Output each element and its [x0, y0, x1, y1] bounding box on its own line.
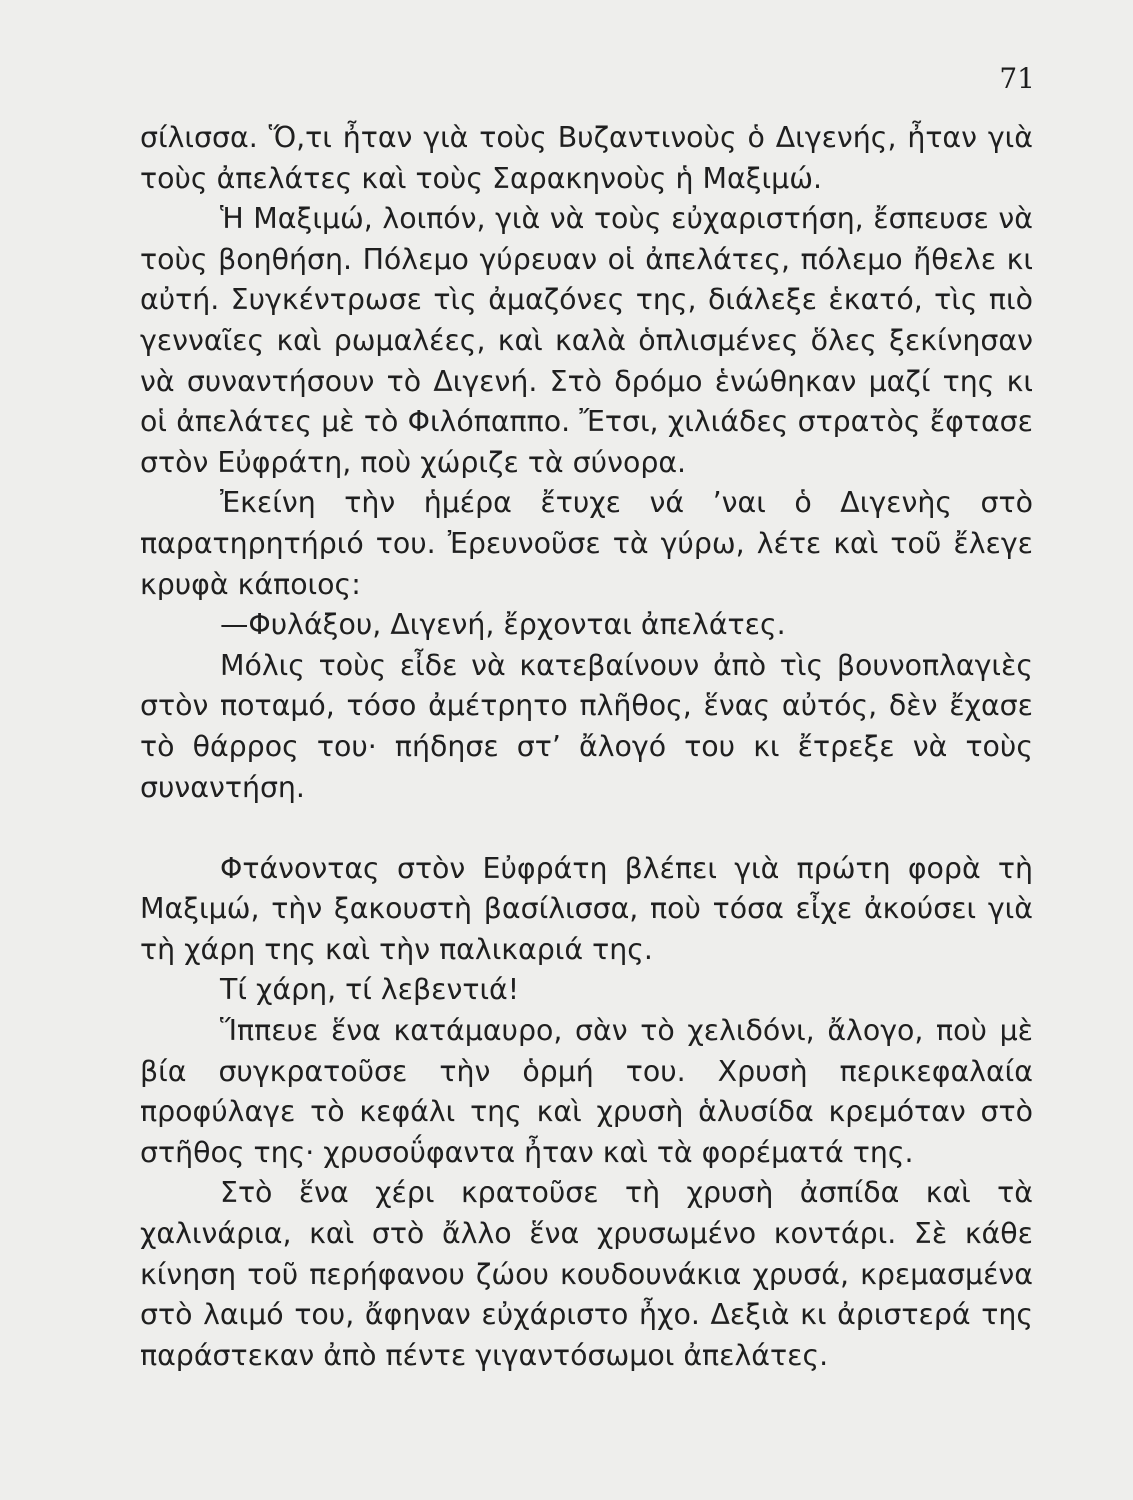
paragraph-gap [140, 808, 1033, 849]
paragraph-7: Τί χάρη, τί λεβεντιά! [220, 973, 520, 1007]
paragraph-9: Στὸ ἕνα χέρι κρατοῦσε τὴ χρυσὴ ἀσπίδα καὶ τὰ χαλινάρια, καὶ στὸ ἄλλο ἕνα χρυσωμένο κοντάρι. Σὲ κάθε κίνηση τοῦ περήφανου ζώου κουδουνάκια χρυσά, κρεμασμένα στὸ λαιμό του, ἄφηναν εὐχάριστο ἦχο. Δεξιὰ κι ἀριστερά της παράστεκαν ἀπὸ πέντε γιγαντόσωμοι ἀπελάτες. [140, 1176, 1033, 1372]
paragraph-3: Ἐκείνη τὴν ἡμέρα ἔτυχε νά ’ναι ὁ Διγενὴς στὸ παρατηρητήριό του. Ἐρευνοῦσε τὰ γύρω, λέτε καὶ τοῦ ἔλεγε κρυφὰ κάποιος: [140, 486, 1033, 601]
paragraph-4: —Φυλάξου, Διγενή, ἔρχονται ἀπελάτες. [220, 608, 786, 642]
body-text [140, 118, 1033, 1376]
paragraph-5: Μόλις τοὺς εἶδε νὰ κατεβαίνουν ἀπὸ τὶς βουνοπλαγιὲς στὸν ποταμό, τόσο ἀμέτρητο πλῆθος, ἕνας αὐτός, δὲν ἔχασε τὸ θάρρος του· πήδησε στ’ ἄλογό του κι ἔτρεξε νὰ τοὺς συναντήση. [140, 648, 1033, 804]
paragraph-8: Ἵππευε ἕνα κατάμαυρο, σὰν τὸ χελιδόνι, ἄλογο, ποὺ μὲ βία συγκρατοῦσε τὴν ὁρμή του. Χρυσὴ περικεφαλαία προφύλαγε τὸ κεφάλι της καὶ χρυσὴ ἁλυσίδα κρεμόταν στὸ στῆθος της· χρυσοΰφαντα ἦταν καὶ τὰ φορέματά της. [140, 1014, 1033, 1169]
paragraph-2: Ἡ Μαξιμώ, λοιπόν, γιὰ νὰ τοὺς εὐχαριστήση, ἔσπευσε νὰ τοὺς βοηθήση. Πόλεμο γύρευαν οἱ ἀπελάτες, πόλεμο ἤθελε κι αὐτή. Συγκέντρωσε τὶς ἀμαζόνες της, διάλεξε ἑκατό, τὶς πιὸ γενναῖες καὶ ρωμαλέες, καὶ καλὰ ὁπλισμένες ὅλες ξεκίνησαν νὰ συναντήσουν τὸ Διγενή. Στὸ δρόμο ἑνώθηκαν μαζί της κι οἱ ἀπελάτες μὲ τὸ Φιλόπαππο. Ἔτσι, χιλιάδες στρατὸς ἔφτασε στὸν Εὐφράτη, ποὺ χώριζε τὰ σύνορα. [140, 202, 1033, 479]
paragraph-1: σίλισσα. Ὅ,τι ἦταν γιὰ τοὺς Βυζαντινοὺς ὁ Διγενής, ἦταν γιὰ τοὺς ἀπελάτες καὶ τοὺς Σαρακηνοὺς ἡ Μαξιμώ. [140, 121, 1033, 195]
paragraph-6: Φτάνοντας στὸν Εὐφράτη βλέπει γιὰ πρώτη φορὰ τὴ Μαξιμώ, τὴν ξακουστὴ βασίλισσα, ποὺ τόσα εἶχε ἀκούσει γιὰ τὴ χάρη της καὶ τὴν παλικαριά της. [140, 851, 1033, 966]
page-number: 71 [999, 62, 1035, 95]
